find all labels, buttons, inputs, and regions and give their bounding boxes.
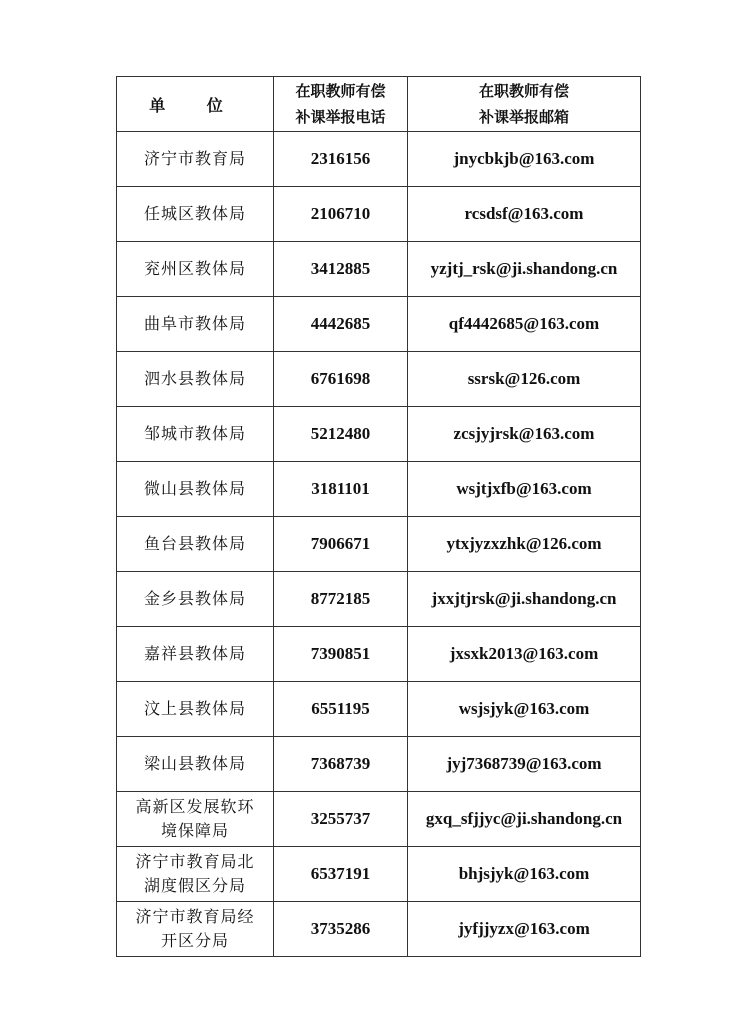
table-row: [117, 572, 641, 627]
phone-cell: 6551195: [274, 682, 408, 737]
unit-line1: 济宁市教育局北: [135, 852, 255, 871]
unit-cell: 汶上县教体局: [117, 682, 274, 737]
header-email-line2: 补课举报邮箱: [478, 108, 569, 126]
unit-cell: 梁山县教体局: [117, 737, 274, 792]
table-row: [117, 682, 641, 737]
phone-cell: 3255737: [274, 792, 408, 847]
unit-cell: 金乡县教体局: [117, 572, 274, 627]
email-cell: jnycbkjb@163.com: [408, 132, 641, 187]
table-row: [117, 352, 641, 407]
email-cell: qf4442685@163.com: [408, 297, 641, 352]
phone-cell: 7390851: [274, 627, 408, 682]
unit-line1: 高新区发展软环: [135, 797, 255, 816]
table-row: [117, 242, 641, 297]
phone-cell: 3181101: [274, 462, 408, 517]
header-email: [408, 77, 641, 132]
header-phone-line1: 在职教师有偿: [295, 82, 386, 100]
phone-cell: 7368739: [274, 737, 408, 792]
table-row: [117, 297, 641, 352]
unit-line2: 开区分局: [160, 931, 229, 950]
phone-cell: 3735286: [274, 902, 408, 957]
email-cell: yzjtj_rsk@ji.shandong.cn: [408, 242, 641, 297]
table-row: [117, 407, 641, 462]
table-row: [117, 902, 641, 957]
unit-line2: 境保障局: [160, 821, 229, 840]
unit-cell: [117, 792, 274, 847]
table-row: [117, 847, 641, 902]
table-row: [117, 627, 641, 682]
header-email-line1: 在职教师有偿: [478, 82, 569, 100]
email-cell: ytxjyzxzhk@126.com: [408, 517, 641, 572]
phone-cell: 3412885: [274, 242, 408, 297]
email-cell: jxxjtjrsk@ji.shandong.cn: [408, 572, 641, 627]
unit-cell: [117, 847, 274, 902]
table-row: [117, 517, 641, 572]
email-cell: jyj7368739@163.com: [408, 737, 641, 792]
table-row: [117, 132, 641, 187]
unit-cell: 任城区教体局: [117, 187, 274, 242]
phone-cell: 5212480: [274, 407, 408, 462]
header-row: [117, 77, 641, 132]
email-cell: gxq_sfjjyc@ji.shandong.cn: [408, 792, 641, 847]
unit-cell: [117, 902, 274, 957]
table-row: [117, 187, 641, 242]
header-phone: [274, 77, 408, 132]
header-phone-line2: 补课举报电话: [295, 108, 386, 126]
unit-cell: 邹城市教体局: [117, 407, 274, 462]
email-cell: ssrsk@126.com: [408, 352, 641, 407]
unit-line1: 济宁市教育局经: [135, 907, 255, 926]
table-row: [117, 737, 641, 792]
unit-cell: 鱼台县教体局: [117, 517, 274, 572]
unit-line2: 湖度假区分局: [143, 876, 246, 895]
phone-cell: 8772185: [274, 572, 408, 627]
unit-cell: 嘉祥县教体局: [117, 627, 274, 682]
phone-cell: 2316156: [274, 132, 408, 187]
phone-cell: 2106710: [274, 187, 408, 242]
unit-cell: 曲阜市教体局: [117, 297, 274, 352]
email-cell: wsjtjxfb@163.com: [408, 462, 641, 517]
unit-cell: 济宁市教育局: [117, 132, 274, 187]
phone-cell: 7906671: [274, 517, 408, 572]
email-cell: rcsdsf@163.com: [408, 187, 641, 242]
unit-cell: 兖州区教体局: [117, 242, 274, 297]
header-unit: 单 位: [117, 77, 274, 132]
email-cell: zcsjyjrsk@163.com: [408, 407, 641, 462]
unit-cell: 泗水县教体局: [117, 352, 274, 407]
unit-cell: 微山县教体局: [117, 462, 274, 517]
phone-cell: 4442685: [274, 297, 408, 352]
table-row: [117, 462, 641, 517]
phone-cell: 6537191: [274, 847, 408, 902]
phone-cell: 6761698: [274, 352, 408, 407]
email-cell: jyfjjyzx@163.com: [408, 902, 641, 957]
email-cell: bhjsjyk@163.com: [408, 847, 641, 902]
email-cell: jxsxk2013@163.com: [408, 627, 641, 682]
table-row: [117, 792, 641, 847]
email-cell: wsjsjyk@163.com: [408, 682, 641, 737]
contact-table: [116, 76, 641, 957]
